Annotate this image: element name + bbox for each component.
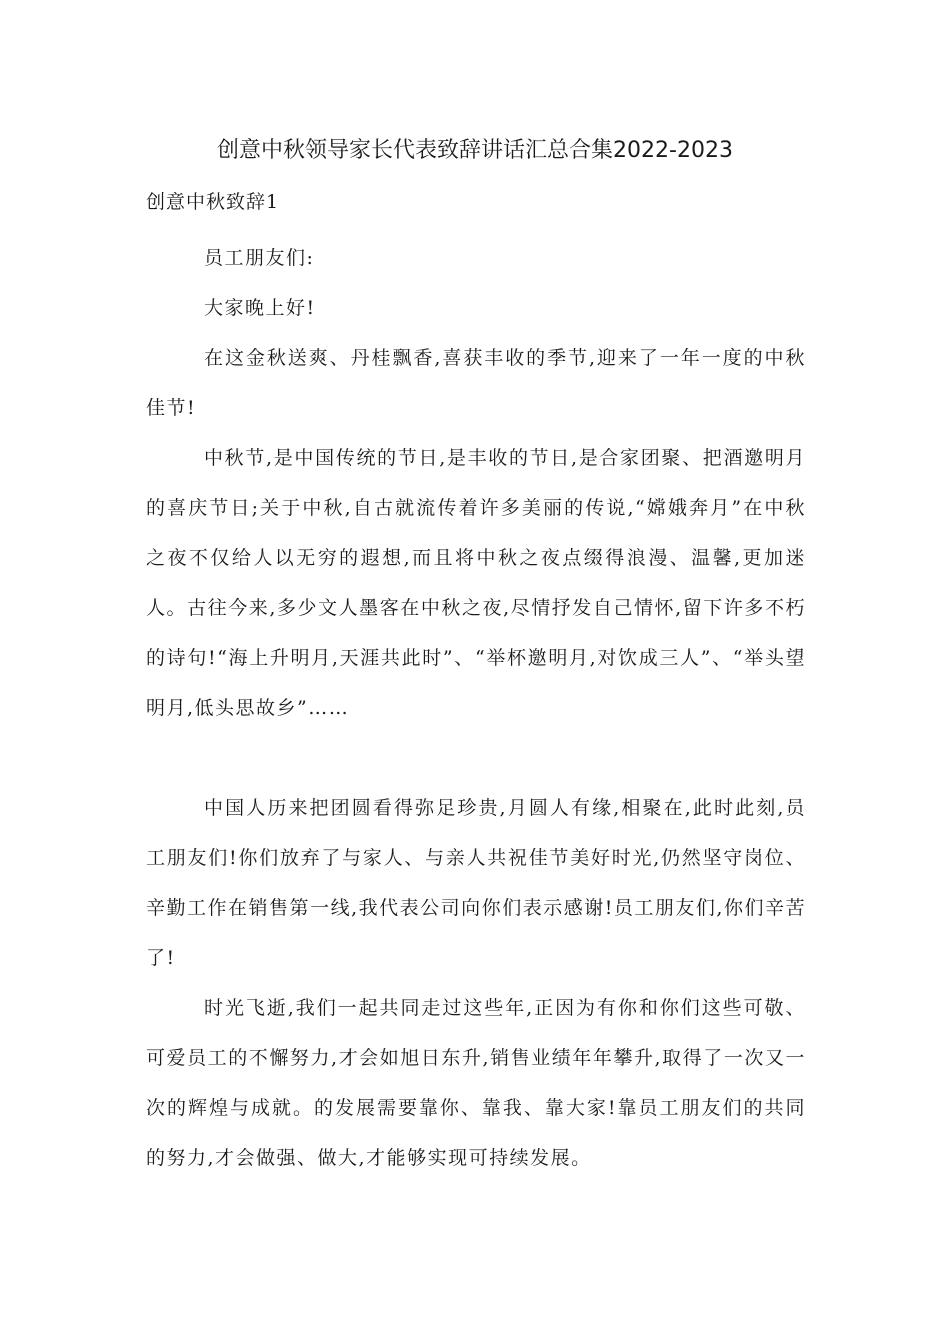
paragraph-body: 中国人历来把团圆看得弥足珍贵,月圆人有缘,相聚在,此时此刻,员工朋友们!你们放弃了与家人、与亲人共祝佳节美好时光,仍然坚守岗位、辛勤工作在销售第一线,我代表公司向你们表示感谢!员工朋友们,你们辛苦了! <box>146 797 806 969</box>
paragraph-body: 在这金秋送爽、丹桂飘香,喜获丰收的季节,迎来了一年一度的中秋佳节! <box>146 347 806 419</box>
paragraph-body: 中秋节,是中国传统的节日,是丰收的节日,是合家团聚、把酒邀明月的喜庆节日;关于中秋,自古就流传着许多美丽的传说,“嫦娥奔月”在中秋之夜不仅给人以无穷的遐想,而且将中秋之夜点缀得浪漫、温馨,更加迷人。古往今来,多少文人墨客在中秋之夜,尽情抒发自己情怀,留下许多不朽的诗句!“海上升明月,天涯共此时”、“举杯邀明月,对饮成三人”、“举头望明月,低头思故乡”…… <box>146 447 806 719</box>
paragraph-salutation: 员工朋友们: <box>204 247 315 269</box>
document-title: 创意中秋领导家长代表致辞讲话汇总合集2022-2023 <box>217 138 733 163</box>
section-heading: 创意中秋致辞1 <box>146 191 280 213</box>
paragraph-greeting: 大家晚上好! <box>204 297 316 319</box>
paragraph-body: 时光飞逝,我们一起共同走过这些年,正因为有你和你们这些可敬、可爱员工的不懈努力,才会如旭日东升,销售业绩年年攀升,取得了一次又一次的辉煌与成就。的发展需要靠你、靠我、靠大家!靠员工朋友们的共同的努力,才会做强、做大,才能够实现可持续发展。 <box>146 997 806 1169</box>
